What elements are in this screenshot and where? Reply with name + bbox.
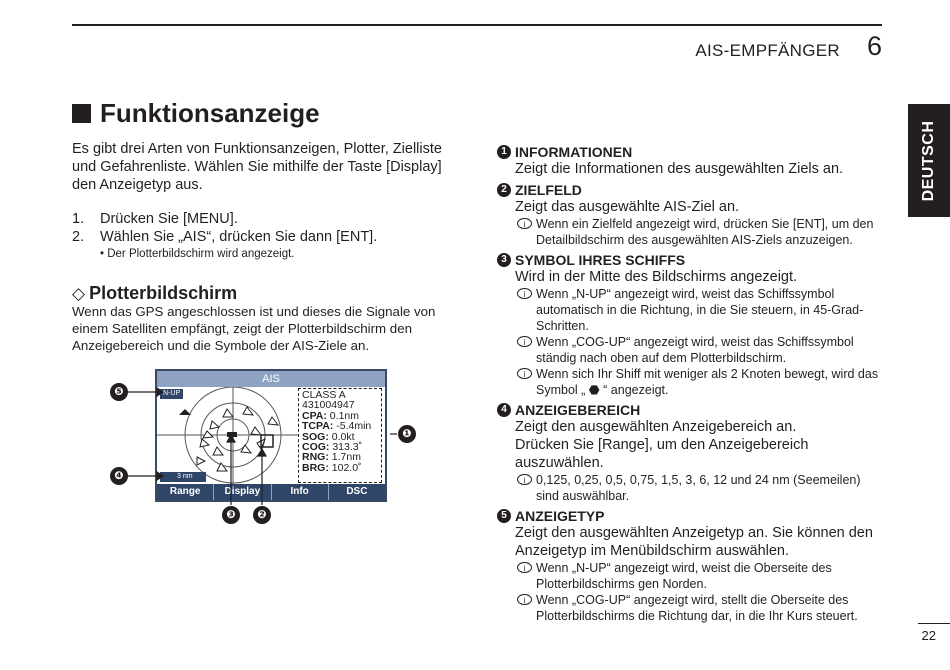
info-value: 0.1nm [326,409,359,422]
note-line: Wenn „COG-UP“ angezeigt wird, weist das Schiffssymbol [536,335,854,349]
info-icon: i [517,594,532,605]
softkey-display[interactable]: Display [213,484,270,500]
step-number: 2. [72,229,85,245]
step-item [72,210,377,228]
item-text: Zeigt den ausgewählten Anzeigebereich an. [515,419,797,435]
item-heading [497,252,897,268]
info-label: SOG: [302,430,329,443]
info-label: 431004947 [302,399,355,412]
item-note [497,216,897,248]
item-note [497,286,897,334]
item-heading [497,182,897,198]
section-title [72,98,320,129]
step-item [72,228,377,246]
subsection-title [72,283,237,304]
item-text: Drücken Sie [Range], um den Anzeigebereich [515,437,809,453]
item-note [497,560,897,592]
info-label: TCPA: [302,420,334,433]
note-line: 0,125, 0,25, 0,5, 0,75, 1,5, 3, 6, 12 und 24 nm (Seemeilen) [536,473,861,487]
subsection-paragraph [72,303,435,354]
note-line: Wenn „N-UP“ angezeigt wird, weist das Schiffssymbol [536,287,835,301]
note-line: Schritten. [536,319,589,333]
intro-paragraph [72,140,452,194]
note-line: Plotterbildschirms die Richtung dar, in die Ihr Kurs steuert. [536,609,858,623]
number-badge: 1 [497,145,511,159]
step-text: Drücken Sie [MENU]. [100,211,238,227]
number-badge: 4 [497,403,511,417]
item-1 [497,144,897,178]
chapter-title: AIS-EMPFÄNGER [695,41,840,60]
intro-line: und Gefahrenliste. Wählen Sie mithilfe der Taste [Display] [72,159,442,175]
item-note [497,472,897,504]
subsection-title-text: Plotterbildschirm [89,283,238,303]
item-text: Anzeigetyp im Menübildschirm auswählen. [515,543,790,559]
item-heading [497,402,897,418]
square-bullet-icon [72,104,91,123]
description-list [497,144,897,624]
info-icon: i [517,288,532,299]
number-badge: 3 [497,253,511,267]
language-tab [908,104,950,217]
chapter-number: 6 [866,31,882,61]
section-title-text: Funktionsanzeige [100,98,320,128]
info-value: 102.0˚ [328,461,362,474]
item-text: Zeigt den ausgewählten Anzeigetyp an. Sie können den [515,525,873,541]
item-text: Zeigt das ausgewählte AIS-Ziel an. [515,199,740,215]
callout-2: ❷ [253,506,271,524]
info-label: BRG: [302,461,329,474]
item-2 [497,182,897,248]
footer-rule [918,623,950,624]
item-heading-text: SYMBOL IHRES SCHIFFS [515,252,686,268]
item-3 [497,252,897,398]
note-line: ständig nach oben auf dem Plotterbildschirm. [536,351,787,365]
intro-line: Es gibt drei Arten von Funktionsanzeigen, Plotter, Zielliste [72,141,442,157]
subsection-line: einem Satelliten empfängt, zeigt der Plotterbildschirm den [72,321,412,336]
note-line: Wenn „N-UP“ angezeigt wird, weist die Oberseite des [536,561,832,575]
item-heading-text: ANZEIGEBEREICH [515,402,641,418]
info-icon: i [517,218,532,229]
info-icon: i [517,368,532,379]
note-line: Wenn ein Zielfeld angezeigt wird, drücken Sie [ENT], um den [536,217,874,231]
note-line: Plotterbildschirms gen Norden. [536,577,707,591]
info-value: -5.4min [333,420,372,433]
info-value: 0.0kt [328,430,355,443]
intro-line: den Anzeigetyp aus. [72,177,203,193]
softkey-range[interactable]: Range [169,486,201,497]
note-line: sind auswählbar. [536,489,630,503]
item-heading [497,508,897,524]
page-number: 22 [921,628,936,643]
note-line: Wenn „COG-UP“ angezeigt wird, stellt die Oberseite des [536,593,849,607]
number-badge: 2 [497,183,511,197]
info-value: 1.7nm [328,451,361,464]
step-note: • Der Plotterbildschirm wird angezeigt. [100,248,295,260]
range-value: 3 nm [177,473,193,480]
item-heading-text: ZIELFELD [515,182,582,198]
item-note [497,334,897,366]
item-4 [497,402,897,504]
item-note [497,592,897,624]
info-value: 313.3˚ [329,441,363,454]
item-heading-text: INFORMATIONEN [515,144,633,160]
item-5 [497,508,897,624]
note-line: Wenn sich Ihr Shiff mit weniger als 2 Knoten bewegt, wird das [536,367,879,381]
info-label: COG: [302,441,330,454]
info-label: RNG: [302,451,329,464]
note-line: Symbol „ ⬣ “ angezeigt. [536,383,669,397]
softkey-dsc[interactable]: DSC [328,484,385,500]
language-tab-label: DEUTSCH [920,120,937,201]
header-rule [72,24,882,26]
info-icon: i [517,474,532,485]
info-label: CLASS A [302,389,346,401]
screen-title: AIS [157,371,385,387]
subsection-line: Wenn das GPS angeschlossen ist und dieses die Signale von [72,304,436,319]
orientation-indicator: N-UP [160,389,183,399]
note-line: automatisch in die Richtung, in die Sie steuern, in 45-Grad- [536,303,864,317]
steps-list [72,210,377,262]
callout-3: ❸ [222,506,240,524]
item-text: auszuwählen. [515,455,604,471]
callout-5: ❺ [110,383,128,401]
softkey-info[interactable]: Info [271,484,328,500]
step-number: 1. [72,211,85,227]
subsection-line: Anzeigebereich und die Symbole der AIS-Ziele an. [72,338,370,353]
item-text: Wird in der Mitte des Bildschirms angezeigt. [515,269,798,285]
number-badge: 5 [497,509,511,523]
note-line: Detailbildschirm des ausgewählten AIS-Ziels anzuzeigen. [536,233,853,247]
item-text: Zeigt die Informationen des ausgewählten Ziels an. [515,161,844,177]
info-icon: i [517,562,532,573]
step-text: Wählen Sie „AIS“, drücken Sie dann [ENT]. [100,229,378,245]
info-icon: i [517,336,532,347]
item-heading [497,144,897,160]
diamond-icon: ◇ [72,284,86,303]
item-note [497,366,897,398]
callout-4: ❹ [110,467,128,485]
item-heading-text: ANZEIGETYP [515,508,605,524]
callout-1: ❶ [398,425,416,443]
info-label: CPA: [302,409,327,422]
